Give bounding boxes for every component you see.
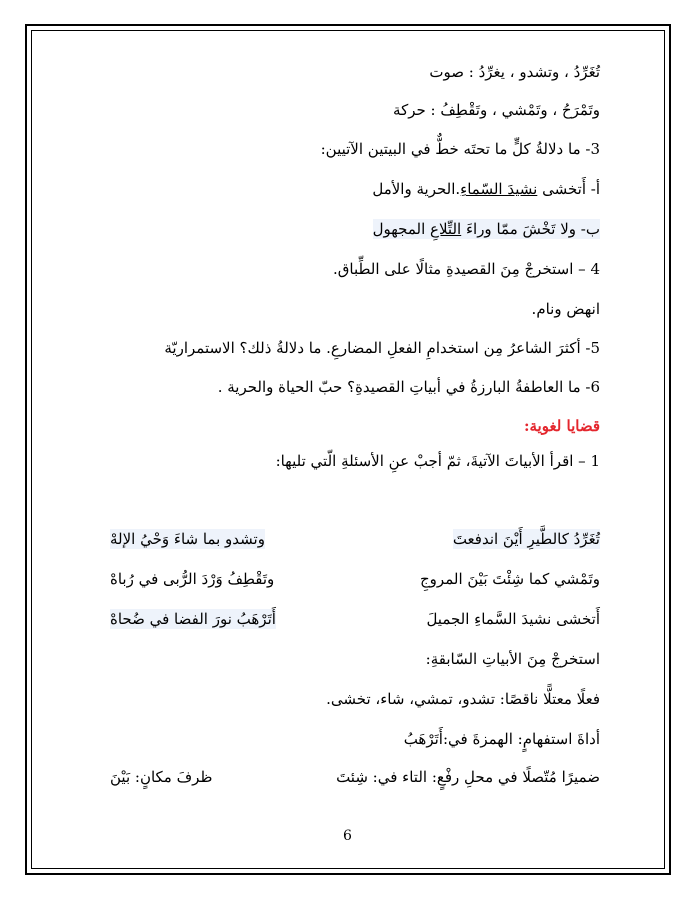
extract-instruction: استخرجْ مِنَ الأبياتِ السّابقةِ: [425, 650, 600, 668]
answer-question-tool: أداةَ استفهامٍ: الهمزةَ في:أَتَرْهَبُ [403, 730, 600, 748]
q3a-answer: .الحرية والأمل [372, 180, 461, 198]
q3a-underlined: نشيدَ السّماءِ [460, 180, 538, 198]
page-number: 6 [343, 828, 352, 844]
verse-3-left: أَتَرْهَبُ نورَ الفضا في ضُحاهْ [110, 610, 276, 628]
answer-pronoun: ضميرًا مُتّصلًا في محلِ رفْعٍ: التاء في: شِئتَ [336, 768, 600, 786]
question-3a [372, 179, 600, 199]
q3b-answer: المجهول [372, 220, 431, 238]
section-heading: قضايا لغوية: [523, 417, 600, 435]
verse-2-left: وتَقْطِفُ وَرْدَ الرُّبى في رُباهْ [110, 570, 275, 588]
answer-adverb: ظرفَ مكانٍ: بَيْنَ [110, 768, 213, 786]
answer-defective-verb: فعلًا معتلًّا ناقصًا: تشدو، تمشي، شاء، تخشى. [326, 690, 600, 708]
q3b-underlined: التِّلاعِ [430, 220, 462, 238]
question-3b [373, 219, 600, 239]
question-6: 6- ما العاطفةُ البارزةُ في أبياتِ القصيدةِ؟ حبّ الحياة والحرية . [217, 378, 600, 396]
question-3: 3- ما دلالةُ كلٍّ ما تحتَه خطٌّ في البيتين الآتيين: [320, 140, 600, 158]
verse-1-right: تُغَرِّدُ كالطَّيرِ أَيْنَ اندفعتَ [452, 530, 600, 548]
verse-3-right: أَتخشى نشيدَ السَّماءِ الجميلَ [426, 610, 600, 628]
question-4: 4 – استخرجْ مِنَ القصيدةِ مثالًا على الطِّباق. [332, 260, 600, 278]
answer-4: انهض ونام. [531, 300, 600, 318]
q3b-prefix: ب- ولا تَخْشَ ممّا وراءَ [461, 220, 600, 238]
question-5: 5- أكثرَ الشاعرُ مِن استخدامِ الفعلِ المضارعِ. ما دلالةُ ذلك؟ الاستمراريّة [164, 339, 600, 357]
line-motion-verbs: وتَمْرَحُ ، وتَمْشي ، وتَقْطِفُ : حركة [393, 101, 600, 119]
line-sound-verbs: تُغَرِّدُ ، وتشدو ، يغرِّدُ : صوت [429, 63, 600, 81]
q3a-prefix: أ- أَتخشى [537, 180, 600, 198]
verse-2-right: وتَمْشي كما شِئْتَ بَيْنَ المروجِ [420, 570, 600, 588]
question-1: 1 – اقرأ الأبياتَ الآتيةَ، ثمّ أجبْ عنِ الأسئلةِ الّتي تليها: [275, 452, 600, 470]
verse-1-left: وتشدو بما شاءَ وَحْيُ الإلهْ [110, 530, 265, 548]
